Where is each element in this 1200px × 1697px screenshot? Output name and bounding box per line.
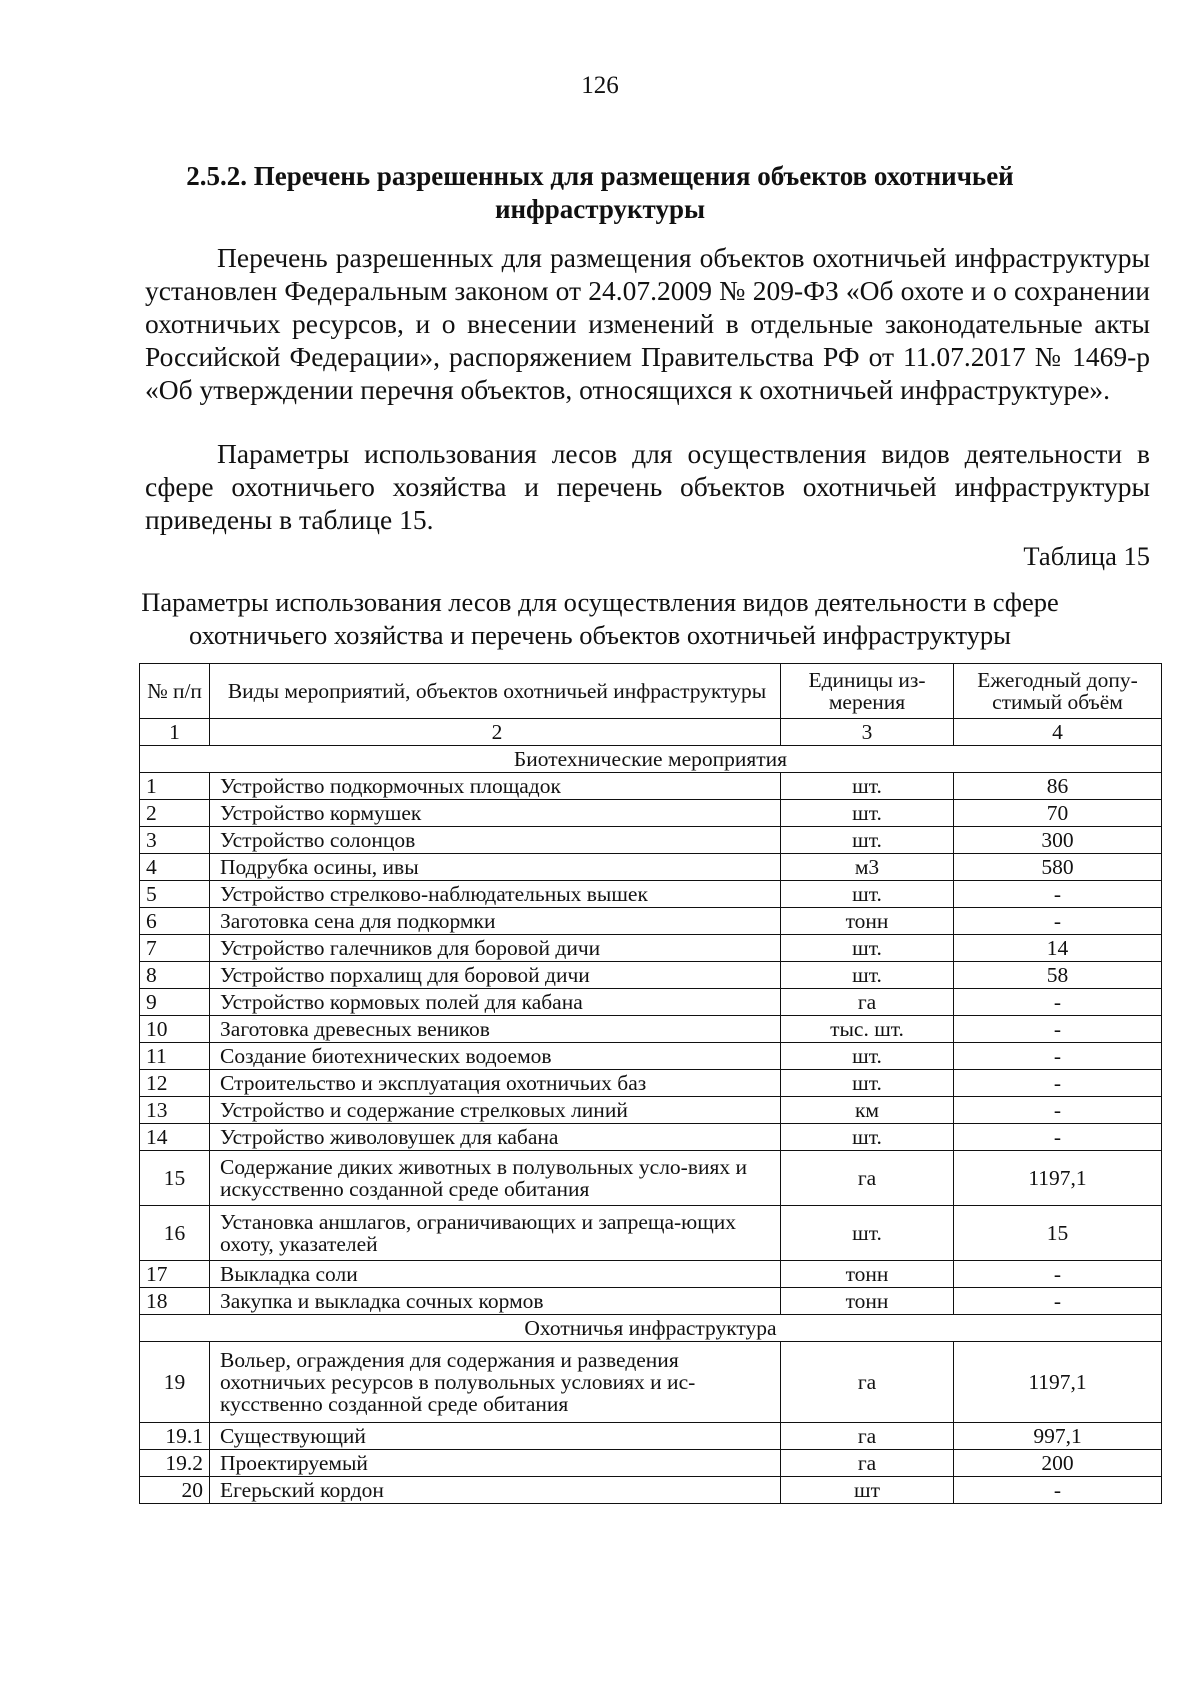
row-unit: тонн — [781, 1288, 954, 1315]
row-volume: 200 — [954, 1450, 1162, 1477]
row-name: Устройство кормушек — [210, 800, 781, 827]
row-unit: шт. — [781, 1070, 954, 1097]
row-volume: 15 — [954, 1206, 1162, 1261]
row-volume: 997,1 — [954, 1423, 1162, 1450]
table-row — [140, 1423, 1162, 1450]
row-unit: шт. — [781, 1206, 954, 1261]
paragraph-legal-basis: Перечень разрешенных для размещения объектов охотничьей инфраструктуры установлен Федеральным законом от 24.07.2009 № 209-ФЗ «Об охоте и о сохранении охотничьих ресурсов, и о внесении изменений в отдельные законодательные акты Российской Федерации», распоряжением Правительства РФ от 11.07.2017 № 1469-р «Об утверждении перечня объектов, относящихся к охотничьей инфраструктуре». — [145, 242, 1150, 405]
row-unit: шт. — [781, 1043, 954, 1070]
table-row — [140, 1016, 1162, 1043]
row-number: 7 — [140, 935, 210, 962]
column-number: 1 — [140, 719, 210, 746]
row-volume: - — [954, 1070, 1162, 1097]
row-volume: - — [954, 989, 1162, 1016]
row-number: 8 — [140, 962, 210, 989]
column-number-row — [140, 719, 1162, 746]
row-unit: шт. — [781, 881, 954, 908]
row-volume: 1197,1 — [954, 1151, 1162, 1206]
row-number: 19 — [140, 1342, 210, 1423]
table-row — [140, 1342, 1162, 1423]
table-row — [140, 1043, 1162, 1070]
row-name: Проектируемый — [210, 1450, 781, 1477]
table-header-row — [140, 664, 1162, 719]
row-name: Устройство подкормочных площадок — [210, 773, 781, 800]
row-volume: - — [954, 881, 1162, 908]
row-number: 3 — [140, 827, 210, 854]
row-name: Создание биотехнических водоемов — [210, 1043, 781, 1070]
row-name: Строительство и эксплуатация охотничьих баз — [210, 1070, 781, 1097]
row-volume: - — [954, 908, 1162, 935]
row-number: 9 — [140, 989, 210, 1016]
table-row — [140, 1450, 1162, 1477]
row-volume: 580 — [954, 854, 1162, 881]
row-name: Устройство стрелково-наблюдательных вышек — [210, 881, 781, 908]
table-row — [140, 773, 1162, 800]
column-number: 4 — [954, 719, 1162, 746]
table-row — [140, 1124, 1162, 1151]
row-name: Устройство живоловушек для кабана — [210, 1124, 781, 1151]
row-number: 10 — [140, 1016, 210, 1043]
row-number: 2 — [140, 800, 210, 827]
row-volume: - — [954, 1016, 1162, 1043]
paragraph-table-reference: Параметры использования лесов для осуществления видов деятельности в сфере охотничьего хозяйства и перечень объектов охотничьей инфраструктуры приведены в таблице 15. — [145, 438, 1150, 535]
row-unit: тонн — [781, 1261, 954, 1288]
row-unit: га — [781, 1151, 954, 1206]
row-unit: шт. — [781, 1124, 954, 1151]
row-number: 12 — [140, 1070, 210, 1097]
row-volume: - — [954, 1477, 1162, 1504]
row-number: 4 — [140, 854, 210, 881]
section-title: 2.5.2. Перечень разрешенных для размещения объектов охотничьей инфраструктуры — [186, 161, 1014, 224]
row-unit: га — [781, 989, 954, 1016]
row-name: Установка аншлагов, ограничивающих и запреща-ющих охоту, указателей — [210, 1206, 781, 1261]
row-unit: км — [781, 1097, 954, 1124]
table-row — [140, 1097, 1162, 1124]
table-row — [140, 1206, 1162, 1261]
row-unit: га — [781, 1450, 954, 1477]
row-number: 20 — [140, 1477, 210, 1504]
row-name: Заготовка древесных веников — [210, 1016, 781, 1043]
row-number: 5 — [140, 881, 210, 908]
header-name: Виды мероприятий, объектов охотничьей инфраструктуры — [210, 664, 781, 719]
page-number: 126 — [581, 72, 619, 99]
section-infrastructure-title: Охотничья инфраструктура — [140, 1315, 1162, 1342]
row-volume: - — [954, 1261, 1162, 1288]
table-row — [140, 1288, 1162, 1315]
row-volume: - — [954, 1288, 1162, 1315]
row-volume: - — [954, 1043, 1162, 1070]
row-name: Устройство и содержание стрелковых линий — [210, 1097, 781, 1124]
row-number: 18 — [140, 1288, 210, 1315]
row-volume: 70 — [954, 800, 1162, 827]
table-row — [140, 854, 1162, 881]
row-unit: шт. — [781, 827, 954, 854]
row-number: 19.2 — [140, 1450, 210, 1477]
forest-use-parameters-table — [139, 663, 1162, 1504]
row-volume: 14 — [954, 935, 1162, 962]
table-row — [140, 1151, 1162, 1206]
row-number: 6 — [140, 908, 210, 935]
column-number: 3 — [781, 719, 954, 746]
row-number: 13 — [140, 1097, 210, 1124]
row-name: Вольер, ограждения для содержания и разведения охотничьих ресурсов в полувольных условиях и ис-кусственно созданной среде обитания — [210, 1342, 781, 1423]
row-name: Содержание диких животных в полувольных усло-виях и искусственно созданной среде обитания — [210, 1151, 781, 1206]
row-name: Устройство кормовых полей для кабана — [210, 989, 781, 1016]
column-number: 2 — [210, 719, 781, 746]
row-volume: 1197,1 — [954, 1342, 1162, 1423]
row-name: Существующий — [210, 1423, 781, 1450]
table-row — [140, 962, 1162, 989]
table-row — [140, 989, 1162, 1016]
row-unit: шт — [781, 1477, 954, 1504]
table-row — [140, 800, 1162, 827]
section-header-row — [140, 1315, 1162, 1342]
header-num: № п/п — [140, 664, 210, 719]
row-volume: 86 — [954, 773, 1162, 800]
row-name: Заготовка сена для подкормки — [210, 908, 781, 935]
row-unit: шт. — [781, 800, 954, 827]
row-number: 19.1 — [140, 1423, 210, 1450]
header-unit: Единицы из-мерения — [781, 664, 954, 719]
table-number-label: Таблица 15 — [1023, 541, 1150, 571]
table-title: Параметры использования лесов для осуществления видов деятельности в сфере охотничьего хозяйства и перечень объектов охотничьей инфраструктуры — [141, 587, 1059, 650]
row-unit: шт. — [781, 935, 954, 962]
row-name: Закупка и выкладка сочных кормов — [210, 1288, 781, 1315]
table-row — [140, 827, 1162, 854]
table-row — [140, 1261, 1162, 1288]
row-number: 16 — [140, 1206, 210, 1261]
row-unit: га — [781, 1423, 954, 1450]
table-row — [140, 1070, 1162, 1097]
row-name: Егерьский кордон — [210, 1477, 781, 1504]
header-volume: Ежегодный допу-стимый объём — [954, 664, 1162, 719]
row-unit: тыс. шт. — [781, 1016, 954, 1043]
table-row — [140, 935, 1162, 962]
row-number: 15 — [140, 1151, 210, 1206]
row-unit: тонн — [781, 908, 954, 935]
table-row — [140, 881, 1162, 908]
section-header-row — [140, 746, 1162, 773]
row-name: Устройство галечников для боровой дичи — [210, 935, 781, 962]
row-unit: м3 — [781, 854, 954, 881]
row-volume: 58 — [954, 962, 1162, 989]
row-name: Устройство солонцов — [210, 827, 781, 854]
row-volume: 300 — [954, 827, 1162, 854]
row-number: 14 — [140, 1124, 210, 1151]
row-number: 17 — [140, 1261, 210, 1288]
row-name: Подрубка осины, ивы — [210, 854, 781, 881]
table-row — [140, 1477, 1162, 1504]
row-unit: шт. — [781, 773, 954, 800]
row-volume: - — [954, 1097, 1162, 1124]
row-volume: - — [954, 1124, 1162, 1151]
row-number: 1 — [140, 773, 210, 800]
row-name: Устройство порхалищ для боровой дичи — [210, 962, 781, 989]
section-biotechnical-title: Биотехнические мероприятия — [140, 746, 1162, 773]
row-unit: га — [781, 1342, 954, 1423]
table-row — [140, 908, 1162, 935]
row-name: Выкладка соли — [210, 1261, 781, 1288]
row-number: 11 — [140, 1043, 210, 1070]
row-unit: шт. — [781, 962, 954, 989]
